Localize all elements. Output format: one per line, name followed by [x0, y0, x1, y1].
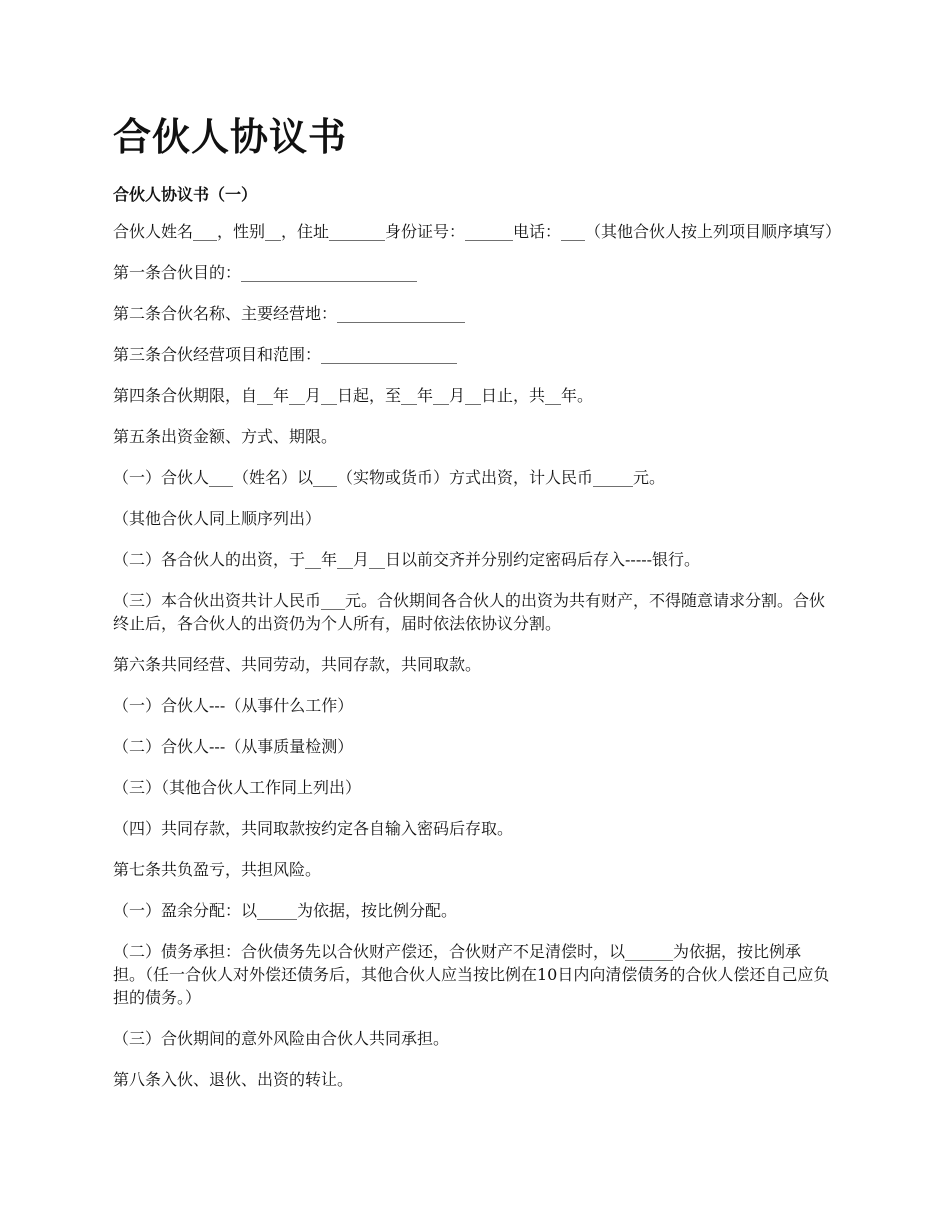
document-subtitle: 合伙人协议书（一） — [113, 185, 258, 204]
paragraph-article-3: 第三条合伙经营项目和范围：_________________ — [113, 345, 458, 364]
document-page — [113, 112, 842, 1109]
paragraph-article-6-item-1: （一）合伙人---（从事什么工作） — [113, 696, 354, 715]
paragraph-article-1: 第一条合伙目的：______________________ — [113, 263, 418, 282]
paragraph-article-7: 第七条共负盈亏，共担风险。 — [113, 860, 322, 879]
paragraph-article-6: 第六条共同经营、共同劳动，共同存款，共同取款。 — [113, 655, 482, 674]
paragraph-article-5-item-1: （一）合伙人___（姓名）以___（实物或货币）方式出资，计人民币_____元。 — [113, 468, 666, 487]
paragraph-article-6-item-2: （二）合伙人---（从事质量检测） — [113, 737, 354, 756]
paragraph-article-2: 第二条合伙名称、主要经营地：________________ — [113, 304, 466, 323]
paragraph-article-7-item-2: （二）债务承担：合伙债务先以合伙财产偿还，合伙财产不足清偿时，以______为依据，按比例承担。（任一合伙人对外偿还债务后，其他合伙人应当按比例在10日内向清偿债务的合伙人偿还自己应负担的债务。） — [113, 942, 830, 1007]
paragraph-article-4: 第四条合伙期限，自__年__月__日起，至__年__月__日止，共__年。 — [113, 386, 594, 405]
paragraph-article-6-item-3: （三）（其他合伙人工作同上列出） — [113, 778, 362, 797]
paragraph-article-5: 第五条出资金额、方式、期限。 — [113, 427, 338, 446]
paragraph-list — [113, 220, 842, 1091]
paragraph-article-5-item-3: （三）本合伙出资共计人民币___元。合伙期间各合伙人的出资为共有财产，不得随意请求分割。合伙终止后，各合伙人的出资仍为个人所有，届时依法依协议分割。 — [113, 591, 826, 633]
document-title: 合伙人协议书 — [113, 114, 348, 159]
paragraph-article-5-note: （其他合伙人同上顺序列出） — [113, 509, 322, 528]
paragraph-article-7-item-3: （三）合伙期间的意外风险由合伙人共同承担。 — [113, 1029, 450, 1048]
paragraph-article-5-item-2: （二）各合伙人的出资，于__年__月__日以前交齐并分别约定密码后存入-----银行。 — [113, 550, 701, 569]
paragraph-article-6-item-4: （四）共同存款，共同取款按约定各自输入密码后存取。 — [113, 819, 514, 838]
paragraph-article-7-item-1: （一）盈余分配：以_____为依据，按比例分配。 — [113, 901, 458, 920]
paragraph-partner-info: 合伙人姓名___，性别__，住址_______身份证号：______电话：___（其他合伙人按上列项目顺序填写） — [113, 222, 842, 241]
paragraph-article-8: 第八条入伙、退伙、出资的转让。 — [113, 1070, 354, 1089]
